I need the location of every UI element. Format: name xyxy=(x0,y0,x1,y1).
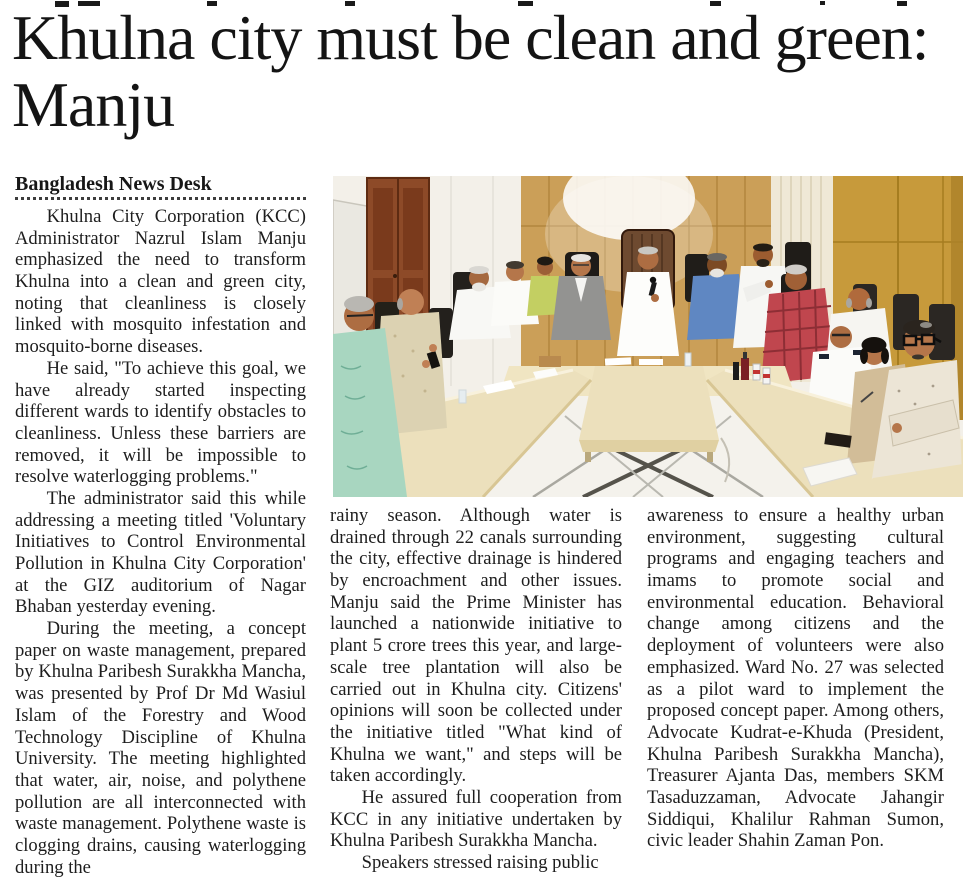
sanitizer-bottle xyxy=(741,358,749,380)
text-column-3 xyxy=(647,505,944,856)
meeting-photo xyxy=(333,176,963,497)
text-column-1 xyxy=(15,206,306,878)
tissue-box xyxy=(539,356,561,367)
dotted-rule xyxy=(15,197,306,200)
speaker-administrator xyxy=(617,230,679,356)
article-headline: Khulna city must be clean and green: Manju xyxy=(12,2,929,140)
paragraph: Speakers stressed raising public xyxy=(361,852,599,873)
paragraph: He said, "To achieve this goal, we have already started inspecting different wards to identify obstacles to cleanliness. Unless these barriers are removed, it will be impossible to resolve waterlogging problems." xyxy=(15,357,306,488)
paragraph: Khulna City Corporation (KCC) Administrator Nazrul Islam Manju emphasized the need to transform Khulna into a clean and green city, noting that cleanliness is closely linked with mosquito infestation and mosquito-borne diseases. xyxy=(15,206,306,358)
water-bottle xyxy=(685,353,691,366)
bottle xyxy=(733,362,739,380)
byline: Bangladesh News Desk xyxy=(15,173,212,195)
text-column-2 xyxy=(330,505,622,873)
paragraph: During the meeting, a concept paper on waste management, prepared by Khulna Paribesh Surakkha Mancha, was presented by Prof Dr Md Wasiul Islam of the Forestry and Wood Technology Discipline of Khulna University. The meeting highlighted that water, air, noise, and polythene pollution are all interconnected with waste management. Polythene waste is clogging drains, causing waterlogging during the xyxy=(15,618,306,878)
paragraph: The administrator said this while addressing a meeting titled 'Voluntary Initiatives to Control Environmental Pollution in Khulna City Corporation' at the GIZ auditorium of Nagar Bhaban yesterday evening. xyxy=(15,487,306,618)
paragraph: rainy season. Although water is drained through 22 canals surrounding the city, effective drainage is hindered by encroachment and other issues. Manju said the Prime Minister has launched a nationwide initiative to plant 5 crore trees this year, and large-scale tree plantation will also be carried out in Khulna city. Citizens' opinions will soon be collected under the initiative titled "What kind of Khulna we want," and steps will be taken accordingly. xyxy=(330,505,622,787)
meeting-photo-illustration xyxy=(333,176,963,497)
drinking-glass xyxy=(459,390,466,403)
papers xyxy=(605,357,631,365)
office-chair xyxy=(929,304,955,360)
paragraph: awareness to ensure a healthy urban environment, suggesting cultural programs and engaging teachers and imams to promote social and environmental education. Behavioral change among citizens and the deployment of volunteers were also emphasized. Ward No. 27 was selected as a pilot ward to implement the proposed concept paper. Among others, Advocate Kudrat-e-Khuda (President, Khulna Paribesh Surakkha Mancha), Treasurer Ajanta Das, members SKM Tasaduzzaman, Advocate Jahangir Siddiqui, Khalilur Rahman Sumon, civic leader Shahin Zaman Pon. xyxy=(647,505,944,852)
paragraph: He assured full cooperation from KCC in any initiative undertaken by Khulna Paribesh Surakkha Mancha. xyxy=(330,786,622,852)
papers xyxy=(639,359,663,365)
